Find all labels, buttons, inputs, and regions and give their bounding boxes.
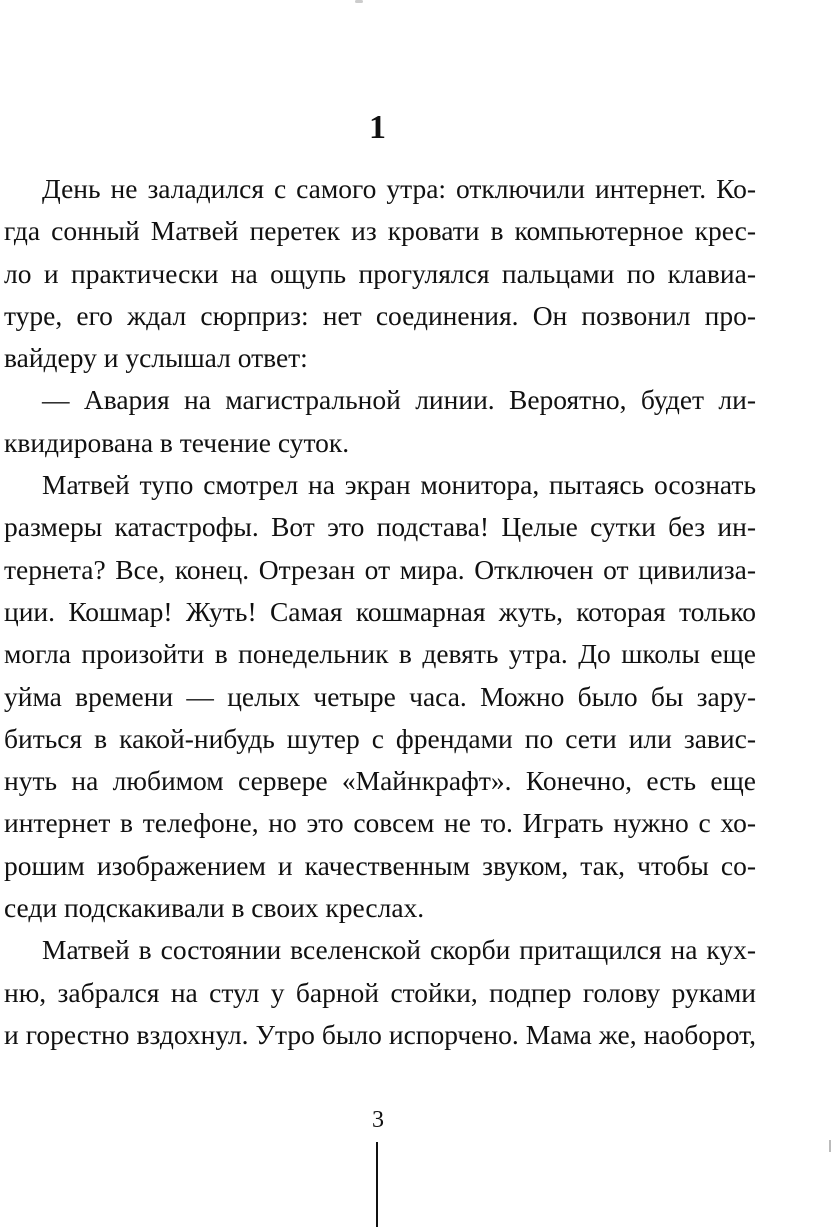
page-number: 3 [372,1107,384,1133]
text-line: туре, его ждал сюрприз: нет соединения. Он позвонил про- [4,299,756,331]
text-line: биться в какой-нибудь шутер с френдами по сети или завис- [4,722,756,754]
text-line: гда сонный Матвей перетек из кровати в компьютерное крес- [4,215,756,247]
text-line: Матвей в состоянии вселенской скорби притащился на кух- [42,934,756,966]
text-line: — Авария на магистральной линии. Вероятно, будет ли- [42,384,756,416]
text-line: квидирована в течение суток. [4,426,350,458]
text-line: седи подскакивали в своих креслах. [4,892,425,924]
page-number-rule [376,1142,378,1227]
body-text [4,168,756,1056]
scan-edge-mark [829,1140,831,1152]
scan-speck [355,0,363,3]
text-line: Матвей тупо смотрел на экран монитора, пытаясь осознать [42,469,756,501]
text-line: рошим изображением и качественным звуком, так, чтобы со- [4,849,756,881]
text-line: нуть на любимом сервере «Майнкрафт». Конечно, есть еще [4,765,756,797]
text-line: и горестно вздохнул. Утро было испорчено. Мама же, наоборот, [4,1018,756,1050]
text-line: ло и практически на ощупь прогулялся пальцами по клавиа- [4,257,756,289]
text-line: могла произойти в понедельник в девять утра. До школы еще [4,638,756,670]
text-line: День не заладился с самого утра: отключили интернет. Ко- [42,173,756,204]
text-line: интернет в телефоне, но это совсем не то. Играть нужно с хо- [4,807,756,839]
text-line: вайдеру и услышал ответ: [4,342,308,374]
text-line: уйма времени — целых четыре часа. Можно было бы зару- [4,680,756,712]
text-line: ции. Кошмар! Жуть! Самая кошмарная жуть, которая только [4,595,756,627]
text-line: тернета? Все, конец. Отрезан от мира. Отключен от цивилиза- [4,553,756,585]
text-line: ню, забрался на стул у барной стойки, подпер голову руками [4,976,756,1008]
chapter-number: 1 [369,109,386,146]
text-line: размеры катастрофы. Вот это подстава! Целые сутки без ин- [4,511,756,543]
